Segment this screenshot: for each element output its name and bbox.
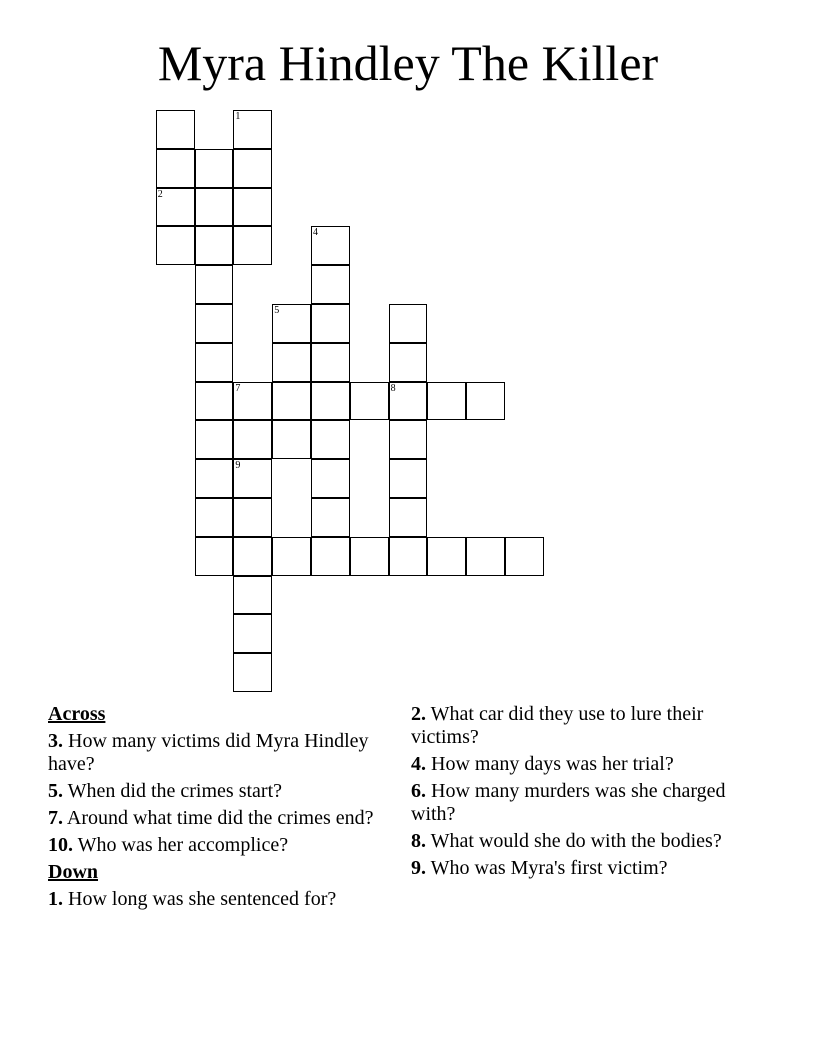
grid-cell[interactable] bbox=[389, 537, 428, 576]
clue-item-number: 3. bbox=[48, 730, 63, 752]
clue-item-text: Around what time did the crimes end? bbox=[66, 807, 374, 829]
clue-item bbox=[48, 780, 378, 803]
grid-cell[interactable] bbox=[233, 653, 272, 692]
puzzle-title: Myra Hindley The Killer bbox=[157, 35, 659, 91]
grid-cell[interactable] bbox=[233, 188, 272, 227]
grid-cell[interactable] bbox=[311, 265, 350, 304]
grid-cell[interactable] bbox=[195, 459, 234, 498]
grid-cell[interactable] bbox=[350, 382, 389, 421]
clue-item-text: What car did they use to lure their victims? bbox=[411, 703, 704, 748]
grid-cell[interactable] bbox=[389, 343, 428, 382]
grid-cell[interactable] bbox=[195, 188, 234, 227]
clue-item-number: 9. bbox=[411, 857, 426, 879]
clue-item-number: 4. bbox=[411, 753, 426, 775]
clue-number: 4 bbox=[313, 227, 318, 239]
grid-cell[interactable] bbox=[389, 382, 428, 421]
down-clue-list-right bbox=[411, 703, 751, 880]
grid-cell[interactable] bbox=[311, 226, 350, 265]
grid-cell[interactable] bbox=[389, 304, 428, 343]
clue-number: 8 bbox=[390, 382, 396, 394]
grid-cell[interactable] bbox=[311, 382, 350, 421]
grid-cell[interactable] bbox=[505, 537, 544, 576]
grid-cell[interactable] bbox=[156, 226, 195, 265]
clue-item-text: How many days was her trial? bbox=[431, 753, 674, 775]
grid-cell[interactable] bbox=[233, 149, 272, 188]
clue-item bbox=[48, 730, 378, 776]
clue-item bbox=[411, 830, 751, 853]
clue-item bbox=[411, 780, 751, 826]
clues-right-column bbox=[411, 703, 751, 884]
clue-item-number: 1. bbox=[48, 888, 63, 910]
clue-number: 9 bbox=[235, 460, 241, 472]
grid-cell[interactable] bbox=[427, 382, 466, 421]
grid-cell[interactable] bbox=[195, 304, 234, 343]
grid-cell[interactable] bbox=[233, 226, 272, 265]
grid-cell[interactable] bbox=[272, 343, 311, 382]
grid-cell[interactable] bbox=[311, 537, 350, 576]
grid-cell[interactable] bbox=[195, 537, 234, 576]
across-heading: Across bbox=[48, 703, 106, 725]
grid-cell[interactable] bbox=[233, 498, 272, 537]
grid-cell[interactable] bbox=[233, 537, 272, 576]
grid-cell[interactable] bbox=[195, 265, 234, 304]
clue-item-number: 6. bbox=[411, 780, 426, 802]
clue-number: 5 bbox=[274, 305, 280, 316]
clue-item bbox=[411, 857, 751, 880]
clue-number: 1 bbox=[235, 111, 241, 122]
grid-cell[interactable] bbox=[156, 188, 195, 227]
grid-cell[interactable] bbox=[272, 382, 311, 421]
clues-left-column bbox=[48, 703, 378, 915]
grid-cell[interactable] bbox=[389, 420, 428, 459]
grid-cell[interactable] bbox=[233, 110, 272, 149]
grid-cell[interactable] bbox=[156, 110, 195, 149]
grid-cell[interactable] bbox=[233, 576, 272, 615]
grid-cell[interactable] bbox=[233, 459, 272, 498]
clue-item-number: 7. bbox=[48, 807, 63, 829]
grid-cell[interactable] bbox=[272, 304, 311, 343]
down-clue-list-left bbox=[48, 888, 378, 911]
clue-item bbox=[48, 834, 378, 857]
grid-cell[interactable] bbox=[233, 382, 272, 421]
clue-number: 7 bbox=[235, 382, 241, 394]
grid-cell[interactable] bbox=[311, 304, 350, 343]
clue-number: 2 bbox=[157, 188, 163, 200]
grid-cell[interactable] bbox=[350, 537, 389, 576]
clue-item bbox=[48, 888, 378, 911]
grid-cell[interactable] bbox=[311, 420, 350, 459]
grid-cell[interactable] bbox=[272, 420, 311, 459]
grid-cell[interactable] bbox=[311, 498, 350, 537]
clue-item-text: How many murders was she charged with? bbox=[411, 780, 726, 825]
grid-cell[interactable] bbox=[195, 382, 234, 421]
clue-item-text: What would she do with the bodies? bbox=[430, 830, 722, 852]
grid-cell[interactable] bbox=[272, 537, 311, 576]
clue-item-text: How long was she sentenced for? bbox=[68, 888, 337, 910]
clue-item-number: 2. bbox=[411, 703, 426, 725]
grid-cell[interactable] bbox=[195, 226, 234, 265]
clue-item bbox=[411, 703, 751, 749]
clue-item-text: How many victims did Myra Hindley have? bbox=[48, 730, 369, 775]
grid-cell[interactable] bbox=[311, 343, 350, 382]
grid-cell[interactable] bbox=[233, 420, 272, 459]
grid-cell[interactable] bbox=[233, 614, 272, 653]
grid-cell[interactable] bbox=[195, 498, 234, 537]
clue-item-text: Who was her accomplice? bbox=[77, 834, 289, 856]
grid-cell[interactable] bbox=[195, 420, 234, 459]
clue-item bbox=[48, 807, 378, 830]
clue-item-number: 8. bbox=[411, 830, 426, 852]
grid-cell[interactable] bbox=[466, 537, 505, 576]
grid-cell[interactable] bbox=[195, 149, 234, 188]
clue-item bbox=[411, 753, 751, 776]
clue-item-text: When did the crimes start? bbox=[67, 780, 283, 802]
clue-item-number: 10. bbox=[48, 834, 73, 856]
across-clue-list bbox=[48, 730, 378, 857]
clue-item-text: Who was Myra's first victim? bbox=[430, 857, 668, 879]
grid-cell[interactable] bbox=[389, 459, 428, 498]
clue-item-number: 5. bbox=[48, 780, 63, 802]
grid-cell[interactable] bbox=[389, 498, 428, 537]
grid-cell[interactable] bbox=[466, 382, 505, 421]
grid-cell[interactable] bbox=[311, 459, 350, 498]
grid-cell[interactable] bbox=[427, 537, 466, 576]
grid-cell[interactable] bbox=[195, 343, 234, 382]
grid-cell[interactable] bbox=[156, 149, 195, 188]
down-heading: Down bbox=[48, 861, 99, 883]
